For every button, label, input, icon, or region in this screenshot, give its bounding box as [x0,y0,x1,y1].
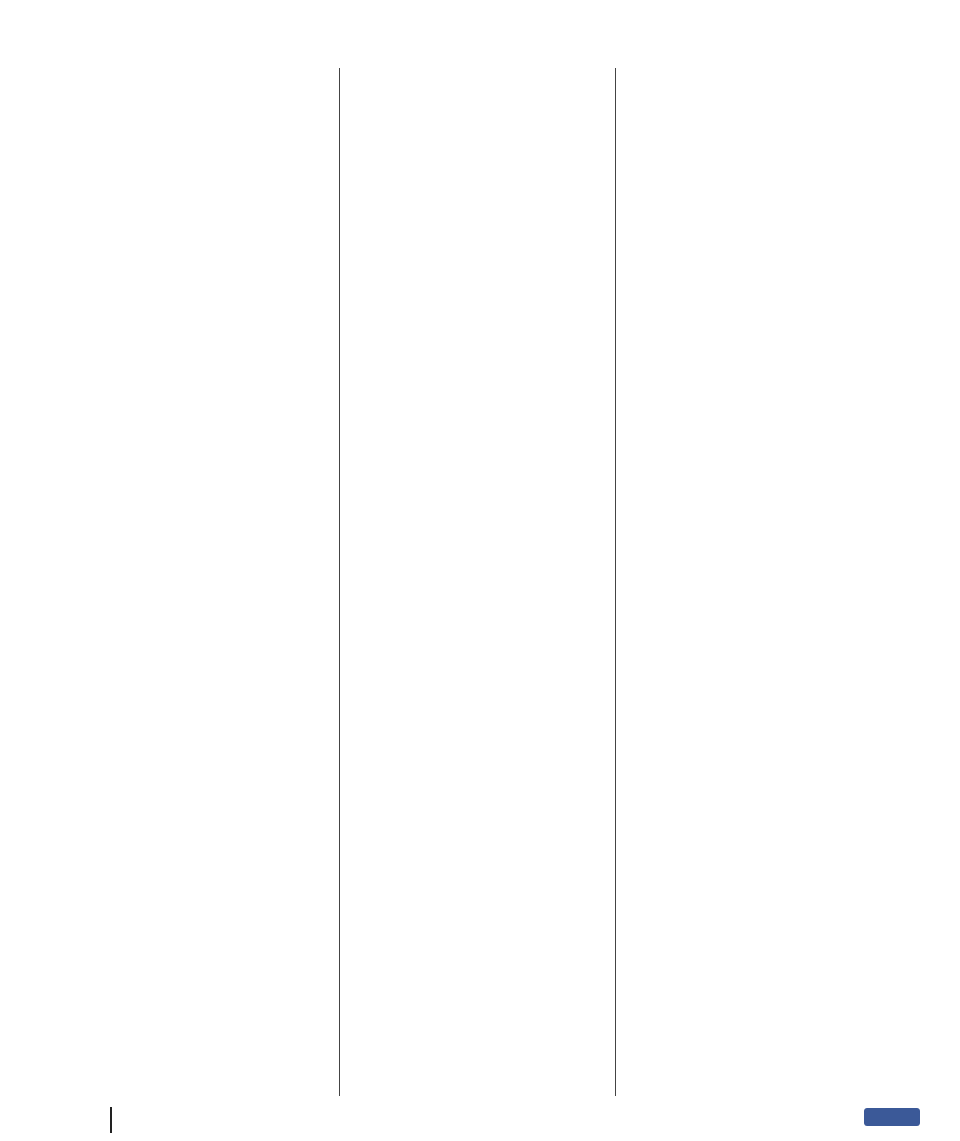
team-enrollment [622,386,884,398]
team-players [622,298,884,310]
team-enrollment [622,262,884,274]
team-entry [346,249,608,310]
team-entry [346,181,608,242]
team-enrollment [72,143,334,155]
team-enrollment [622,330,884,342]
team-coach [72,360,334,372]
team-entry [346,318,608,379]
team-players [72,236,334,248]
team-word [346,162,608,174]
team-record [72,280,334,292]
team-record [346,330,608,342]
team-word [346,435,608,447]
facebook-logo[interactable] [864,1108,920,1126]
team-entry [72,143,334,192]
team-word [346,230,608,242]
team-enrollment [346,69,608,81]
team-word [622,174,884,186]
team-word [72,385,334,397]
team-coach [346,94,608,106]
team-word [622,242,884,254]
team-word [622,118,884,130]
team-enrollment [346,181,608,193]
team-coach [622,354,884,366]
team-word [72,317,334,329]
team-word [346,367,608,379]
team-entry [346,454,608,515]
team-enrollment [346,249,608,261]
team-entry [622,137,884,186]
team-players [72,112,334,124]
team-word [346,106,608,118]
team-record [622,206,884,218]
team-entry [622,330,884,379]
team-entry [72,336,334,397]
team-enrollment [346,386,608,398]
team-enrollment [346,125,608,137]
team-record [346,193,608,205]
team-coach [72,292,334,304]
team-coach [622,218,884,230]
team-record [72,156,334,168]
team-players [346,286,608,298]
team-entry [72,199,334,260]
team-word [72,124,334,136]
team-coach [346,150,608,162]
team-enrollment [346,318,608,330]
team-word [346,298,608,310]
team-players [346,491,608,503]
team-players [72,304,334,316]
team-record [622,150,884,162]
team-coach [346,479,608,491]
team-coach [346,206,608,218]
team-entry [622,69,884,130]
column-divider [615,68,616,1096]
team-record [622,81,884,93]
team-coach [622,410,884,422]
team-enrollment [346,454,608,466]
team-coach [346,274,608,286]
footer-divider [110,1107,112,1133]
team-entry [622,386,884,435]
team-word [622,367,884,379]
team-enrollment [622,137,884,149]
team-coach [72,224,334,236]
column-1 [72,68,334,1098]
column-2 [346,68,608,1098]
team-word [622,423,884,435]
team-coach [72,168,334,180]
team-entry [346,386,608,447]
team-coach [346,410,608,422]
team-word [622,311,884,323]
team-enrollment [72,336,334,348]
team-players [346,423,608,435]
team-word [72,248,334,260]
team-entry [622,262,884,323]
team-entry [622,193,884,254]
column-divider [339,68,340,1096]
team-coach [72,100,334,112]
team-players [622,230,884,242]
team-coach [622,162,884,174]
team-record [346,262,608,274]
team-record [346,466,608,478]
team-record [346,81,608,93]
team-coach [346,342,608,354]
team-word [346,503,608,515]
team-coach [622,94,884,106]
column-3 [622,68,884,1098]
team-players [346,354,608,366]
team-record [346,137,608,149]
team-entry [346,69,608,118]
team-record [72,87,334,99]
team-record [622,342,884,354]
team-players [622,106,884,118]
page-footer [40,1113,920,1129]
team-entry [346,125,608,174]
team-enrollment [622,193,884,205]
team-players [346,218,608,230]
team-players [72,373,334,385]
team-coach [622,286,884,298]
team-enrollment [72,268,334,280]
team-enrollment [72,75,334,87]
team-entry [72,268,334,329]
team-entry [72,75,334,136]
team-enrollment [622,69,884,81]
team-record [622,274,884,286]
team-record [72,212,334,224]
team-record [346,398,608,410]
team-enrollment [72,199,334,211]
team-record [622,398,884,410]
team-word [72,180,334,192]
team-record [72,348,334,360]
